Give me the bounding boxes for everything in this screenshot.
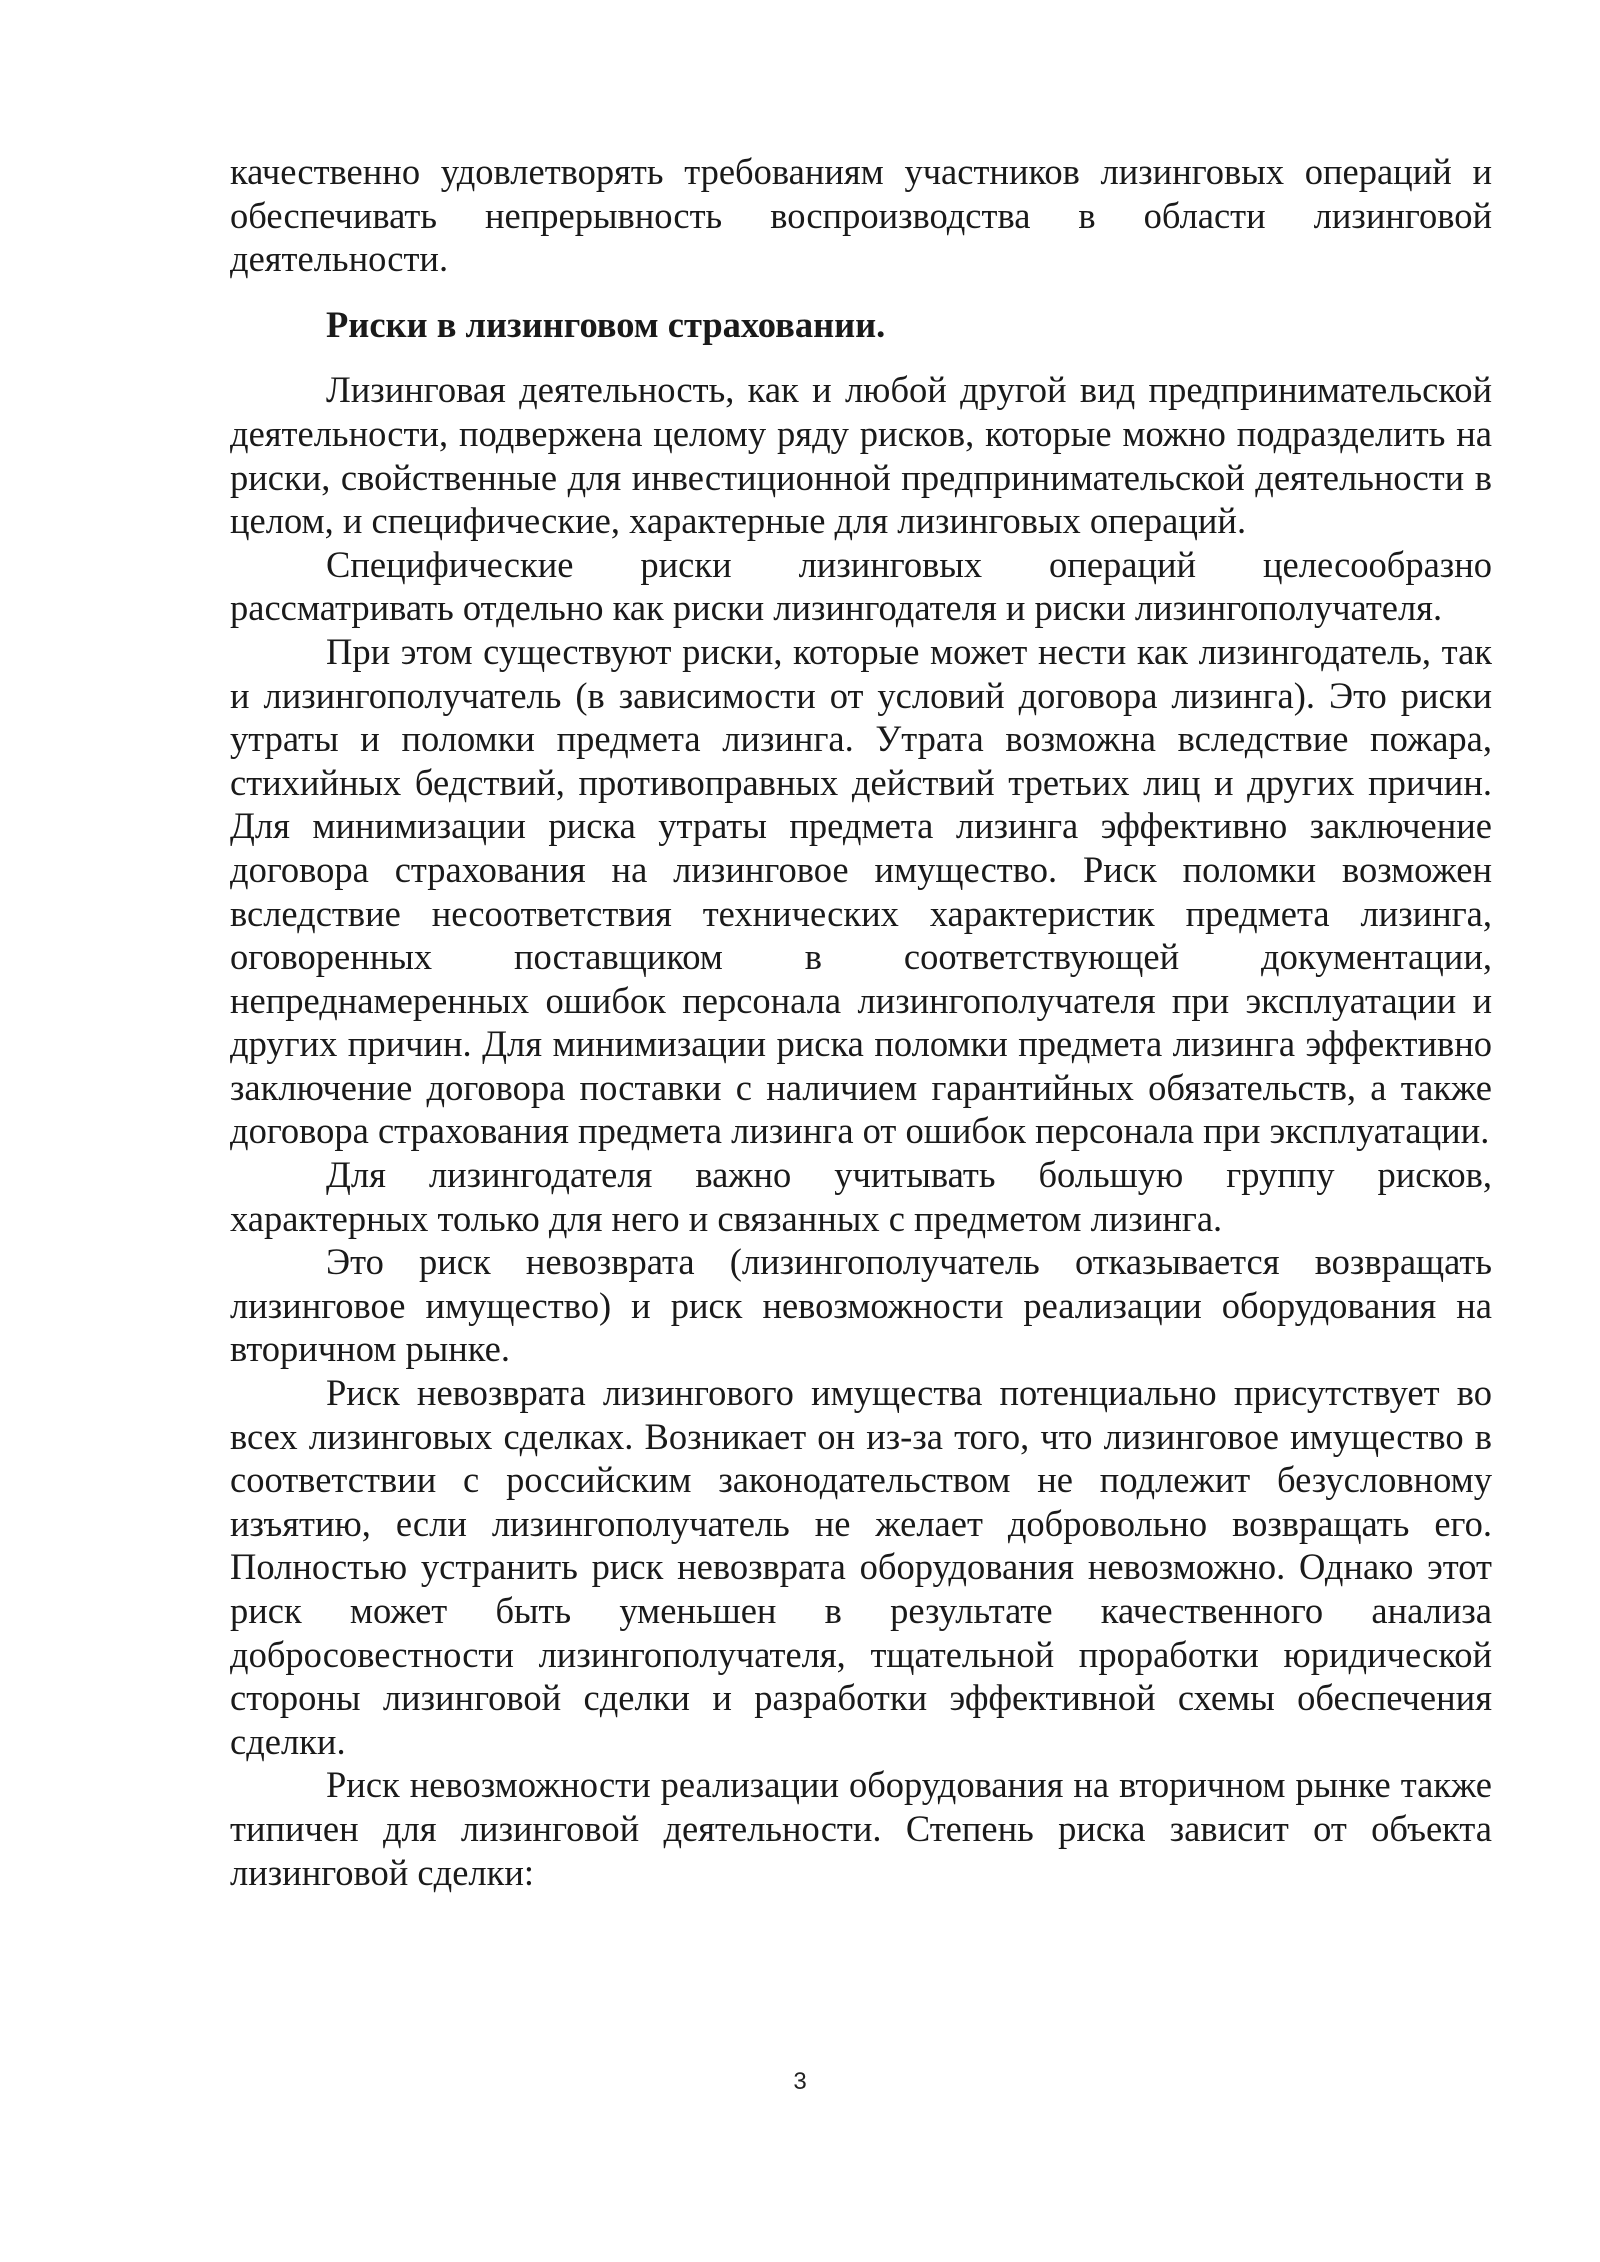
- page-number: 3: [793, 2068, 807, 2095]
- paragraph-loss-and-breakdown-risks: При этом существуют риски, которые может нести как лизингодатель, так и лизингополучатель (в зависимости от условий договора лизинга). Это риски утраты и поломки предмета лизинга. Утрата возможна вследствие пожара, стихийных бедствий, противоправных действий третьих лиц и других причин. Для минимизации риска утраты предмета лизинга эффективно заключение договора страхования на лизинговое имущество. Риск поломки возможен вследствие несоответствия технических характеристик предмета лизинга, оговоренных поставщиком в соответствующей документации, непреднамеренных ошибок персонала лизингополучателя при эксплуатации и других причин. Для минимизации риска поломки предмета лизинга эффективно заключение договора поставки с наличием гарантийных обязательств, а также договора страхования предмета лизинга от ошибок персонала при эксплуатации.: [230, 630, 1492, 1152]
- paragraph-non-return-and-resale-risks: Это риск невозврата (лизингополучатель отказывается возвращать лизинговое имущество) и риск невозможности реализации оборудования на вторичном рынке.: [230, 1241, 1492, 1370]
- paragraph-lessor-risk-group: Для лизингодателя важно учитывать большую группу рисков, характерных только для него и связанных с предметом лизинга.: [230, 1154, 1492, 1239]
- paragraph-specific-risks: Специфические риски лизинговых операций целесообразно рассматривать отдельно как риски лизингодателя и риски лизингополучателя.: [230, 543, 1492, 629]
- paragraph-non-return-risk: Риск невозврата лизингового имущества потенциально присутствует во всех лизинговых сделках. Возникает он из-за того, что лизинговое имущество в соответствии с российским законодательством не подлежит безусловному изъятию, если лизингополучатель не желает добровольно возвращать его. Полностью устранить риск невозврата оборудования невозможно. Однако этот риск может быть уменьшен в результате качественного анализа добросовестности лизингополучателя, тщательной проработки юридической стороны лизинговой сделки и разработки эффективной схемы обеспечения сделки.: [230, 1372, 1492, 1762]
- paragraph-leasing-activity-risks: Лизинговая деятельность, как и любой другой вид предпринимательской деятельности, подвержена целому ряду рисков, которые можно подразделить на риски, свойственные для инвестиционной предпринимательской деятельности в целом, и специфические, характерные для лизинговых операций.: [230, 369, 1492, 542]
- intro-paragraph: качественно удовлетворять требованиям участников лизинговых операций и обеспечивать непрерывность воспроизводства в области лизинговой деятельности.: [230, 151, 1492, 280]
- section-heading: Риски в лизинговом страховании.: [326, 303, 886, 345]
- paragraph-secondary-market-risk: Риск невозможности реализации оборудования на вторичном рынке также типичен для лизинговой деятельности. Степень риска зависит от объекта лизинговой сделки:: [230, 1764, 1492, 1893]
- document-page: [230, 150, 1492, 1894]
